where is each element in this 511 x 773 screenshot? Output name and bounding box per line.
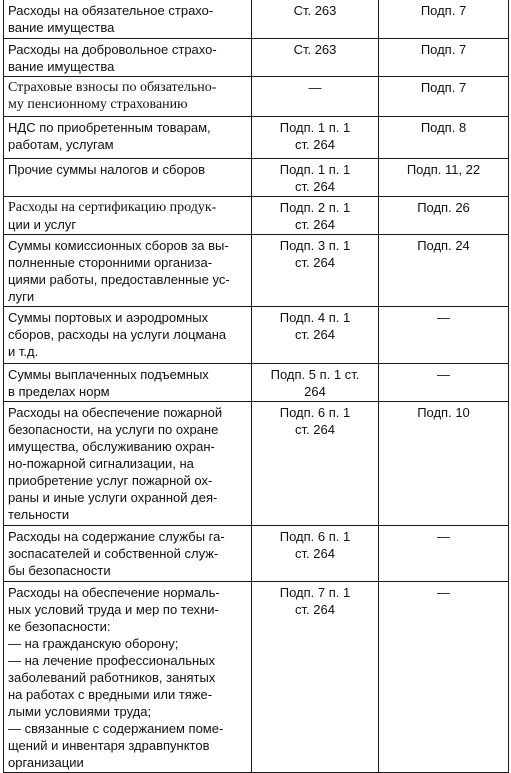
table-row: [4, 306, 509, 363]
cell-text: имущества, обслуживанию охран-: [8, 438, 215, 454]
reference-cell: [379, 0, 509, 38]
cell-text: Подп. 7: [420, 41, 467, 57]
cell-text: заболеваний работников, занятых: [8, 669, 216, 685]
cell-text: 264: [304, 383, 326, 399]
cell-text: ст. 264: [295, 254, 335, 270]
article-cell: [252, 234, 379, 306]
cell-text: Подп. 1 п. 1: [279, 161, 351, 177]
cell-text: НДС по приобретенным товарам,: [8, 119, 211, 135]
cell-text: Подп. 24: [417, 237, 470, 253]
cell-text: в пределах норм: [8, 383, 110, 399]
reference-cell: [379, 306, 509, 363]
reference-cell: [379, 401, 509, 525]
cell-text: циями работы, предоставленные ус-: [8, 271, 230, 287]
article-cell: [252, 196, 379, 234]
cell-text: Подп. 3 п. 1: [279, 237, 351, 253]
reference-cell: [379, 525, 509, 581]
reference-cell: [379, 234, 509, 306]
cell-text: — связанные с содержанием поме-: [8, 720, 224, 736]
cell-text: — на лечение профессиональных: [8, 652, 216, 668]
table-row: [4, 158, 509, 196]
article-cell: [252, 525, 379, 581]
article-cell: [252, 158, 379, 196]
cell-text: организации: [8, 754, 84, 770]
expense-name-cell: [4, 525, 252, 581]
article-cell: [252, 38, 379, 76]
table-row: [4, 116, 509, 158]
article-cell: [252, 306, 379, 363]
cell-text: ст. 264: [295, 421, 335, 437]
table-row: [4, 363, 509, 401]
cell-text: Подп. 2 п. 1: [279, 199, 351, 215]
article-cell: [252, 0, 379, 38]
cell-text: приобретение услуг пожарной ох-: [8, 472, 213, 488]
cell-text: Подп. 6 п. 1: [279, 528, 351, 544]
cell-text: ст. 264: [295, 136, 335, 152]
cell-text: бы безопасности: [8, 562, 111, 578]
expense-name-cell: [4, 306, 252, 363]
cell-text: вание имущества: [8, 20, 115, 35]
article-cell: [252, 116, 379, 158]
cell-text: Суммы портовых и аэродромных: [8, 309, 209, 325]
cell-text: ных условий труда и мер по техни-: [8, 601, 219, 617]
cell-text: Суммы выплаченных подъемных: [8, 366, 209, 382]
cell-text: ст. 264: [295, 601, 335, 617]
cell-text: Расходы на содержание службы га-: [8, 528, 225, 544]
cell-text: но-пожарной сигнализации, на: [8, 455, 194, 471]
table-row: [4, 0, 509, 38]
cell-text: ст. 264: [295, 326, 335, 342]
cell-text: Подп. 8: [420, 119, 467, 135]
article-cell: [252, 581, 379, 772]
cell-text: Подп. 6 п. 1: [279, 404, 351, 420]
expense-table: [3, 0, 509, 773]
cell-text: ции и услуг: [8, 216, 77, 232]
cell-text: Подп. 4 п. 1: [279, 309, 351, 325]
cell-text: зоспасателей и собственной служ-: [8, 545, 219, 561]
cell-text: Расходы на сертификацию продук-: [8, 199, 217, 215]
cell-text: ке безопасности:: [8, 618, 111, 634]
cell-text: —: [308, 79, 322, 95]
cell-text: Подп. 7 п. 1: [279, 584, 351, 600]
cell-text: Подп. 1 п. 1: [279, 119, 351, 135]
expense-name-cell: [4, 581, 252, 772]
cell-text: Ст. 263: [293, 41, 337, 57]
table-row: [4, 581, 509, 772]
cell-text: ст. 264: [295, 178, 335, 194]
cell-text: Прочие суммы налогов и сборов: [8, 161, 206, 177]
cell-text: —: [437, 528, 450, 544]
cell-text: ст. 264: [295, 545, 335, 561]
cell-text: —: [437, 366, 450, 382]
table-row: [4, 401, 509, 525]
cell-text: Суммы комиссионных сборов за вы-: [8, 237, 229, 253]
expense-name-cell: [4, 0, 252, 38]
expense-name-cell: [4, 196, 252, 234]
reference-cell: [379, 116, 509, 158]
cell-text: раны и иные услуги охранной дея-: [8, 489, 218, 505]
cell-text: Подп. 11, 22: [406, 161, 481, 177]
cell-text: щений и инвентаря здравпунктов: [8, 737, 210, 753]
table-row: [4, 234, 509, 306]
article-cell: [252, 401, 379, 525]
cell-text: Расходы на добровольное страхо-: [8, 41, 217, 57]
cell-text: —: [437, 309, 450, 325]
reference-cell: [379, 363, 509, 401]
cell-text: ст. 264: [295, 216, 335, 232]
cell-text: и т.д.: [8, 343, 39, 359]
article-cell: [252, 363, 379, 401]
cell-text: луги: [8, 288, 35, 304]
table-row: [4, 76, 509, 116]
expense-name-cell: [4, 116, 252, 158]
article-cell: [252, 76, 379, 116]
cell-text: Расходы на обеспечение пожарной: [8, 404, 223, 420]
cell-text: лыми условиями труда;: [8, 703, 152, 719]
cell-text: Подп. 10: [417, 404, 470, 420]
expense-name-cell: [4, 363, 252, 401]
reference-cell: [379, 196, 509, 234]
reference-cell: [379, 38, 509, 76]
cell-text: Расходы на обеспечение нормаль-: [8, 584, 220, 600]
table-row: [4, 525, 509, 581]
reference-cell: [379, 76, 509, 116]
cell-text: Ст. 263: [293, 3, 337, 18]
cell-text: на работах с вредными или тяже-: [8, 686, 213, 702]
cell-text: полненные сторонними организа-: [8, 254, 213, 270]
cell-text: тельности: [8, 506, 70, 522]
cell-text: сборов, расходы на услуги лоцмана: [8, 326, 227, 342]
cell-text: му пенсионному страхованию: [8, 96, 188, 112]
cell-text: безопасности, на услуги по охране: [8, 421, 219, 437]
cell-text: Подп. 7: [420, 3, 467, 18]
cell-text: Подп. 26: [417, 199, 470, 215]
cell-text: Страховые взносы по обязательно-: [8, 79, 217, 95]
cell-text: Подп. 5 п. 1 ст.: [270, 366, 360, 382]
expense-name-cell: [4, 158, 252, 196]
cell-text: — на гражданскую оборону;: [8, 635, 179, 651]
cell-text: работам, услугам: [8, 136, 114, 152]
cell-text: Расходы на обязательное страхо-: [8, 3, 214, 18]
reference-cell: [379, 581, 509, 772]
cell-text: —: [437, 584, 450, 600]
expense-name-cell: [4, 401, 252, 525]
table-row: [4, 196, 509, 234]
expense-name-cell: [4, 76, 252, 116]
reference-cell: [379, 158, 509, 196]
expense-name-cell: [4, 234, 252, 306]
table-row: [4, 38, 509, 76]
cell-text: вание имущества: [8, 58, 115, 74]
expense-name-cell: [4, 38, 252, 76]
cell-text: Подп. 7: [420, 79, 467, 95]
